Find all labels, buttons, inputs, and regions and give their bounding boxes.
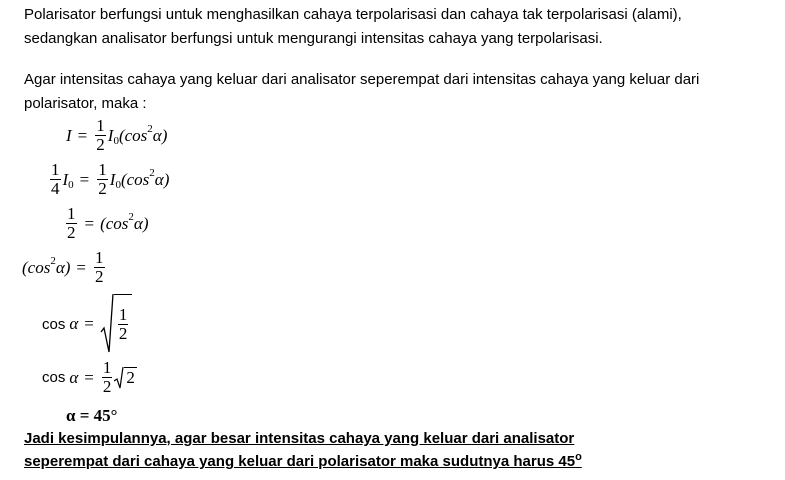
conclusion-line-1: Jadi kesimpulannya, agar besar intensitas cahaya yang keluar dari analisator (24, 430, 575, 447)
equation-4: (cos 2 α) = $\frac{1}{2}$ (22, 248, 104, 286)
radical-sign-icon (114, 367, 124, 389)
square-root-symbol: $\frac{1}{2}$ (100, 294, 133, 354)
radical-sign-icon (100, 294, 114, 354)
fraction-quarter: $\frac{1}{4}$ (51, 160, 60, 198)
equation-6: cos α = $\frac{1}{2}$ 2 (42, 358, 135, 396)
intro-line-2: sedangkan analisator berfungsi untuk mengurangi intensitas cahaya yang terpolarisasi. (24, 30, 603, 47)
equation-2: $\frac{1}{4}$ I 0 = $\frac{1}{2}$ I 0 (cos 2 α) (51, 160, 170, 198)
equation-3: $\frac{1}{2}$ = (cos 2 α) (67, 204, 149, 242)
equation-5: cos α = $\frac{1}{2}$ (42, 294, 132, 354)
intro-paragraph (24, 3, 682, 51)
degree-symbol: o (575, 451, 582, 463)
result-equation: α = 45° (66, 406, 118, 425)
intro-line-1: Polarisator berfungsi untuk menghasilkan cahaya terpolarisasi dan cahaya tak terpolarisasi (alami), (24, 6, 682, 23)
fraction-half: $\frac{1}{2}$ (102, 358, 112, 396)
conclusion-line-2: seperempat dari cahaya yang keluar dari polarisator maka sudutnya harus 45$^o$ (24, 451, 582, 470)
equation-1: I = $\frac{1}{2}$ I 0 (cos 2 α) (66, 116, 168, 154)
square-root-symbol: 2 (114, 367, 137, 389)
fraction-half: $\frac{1}{2}$ (96, 116, 105, 154)
condition-paragraph (24, 68, 699, 116)
condition-line-2: polarisator, maka : (24, 95, 147, 112)
condition-line-1: Agar intensitas cahaya yang keluar dari analisator seperempat dari intensitas cahaya yang keluar dari (24, 71, 700, 88)
fraction-half: $\frac{1}{2}$ (98, 160, 107, 198)
fraction-half: $\frac{1}{2}$ (67, 204, 76, 242)
fraction-half: $\frac{1}{2}$ (95, 248, 104, 286)
